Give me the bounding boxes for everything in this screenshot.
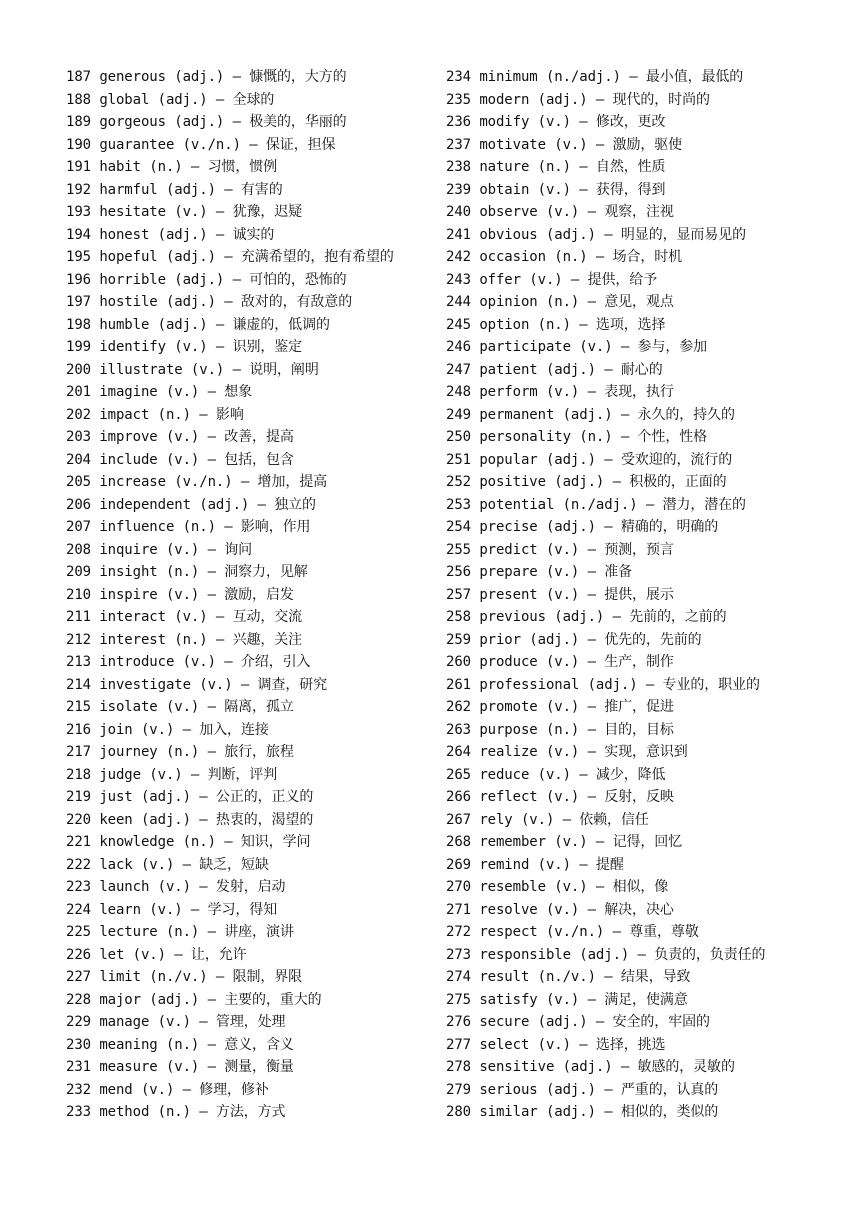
vocabulary-entry: 280 similar (adj.) — 相似的，类似的 — [446, 1104, 719, 1120]
vocabulary-entry: 263 purpose (n.) — 目的，目标 — [446, 721, 674, 738]
vocabulary-entry: 198 humble (adj.) — 谦虚的，低调的 — [66, 316, 330, 333]
vocabulary-entry: 194 honest (adj.) — 诚实的 — [66, 226, 275, 243]
vocabulary-entry: 260 produce (v.) — 生产，制作 — [446, 654, 674, 670]
vocabulary-entry: 273 responsible (adj.) — 负责的，负责任的 — [446, 946, 766, 963]
vocabulary-entry: 219 just (adj.) — 公正的，正义的 — [66, 789, 314, 805]
vocabulary-entry: 278 sensitive (adj.) — 敏感的，灵敏的 — [446, 1059, 735, 1075]
vocabulary-entry: 189 gorgeous (adj.) — 极美的，华丽的 — [66, 114, 347, 130]
vocabulary-entry: 258 previous (adj.) — 先前的，之前的 — [446, 609, 727, 625]
vocabulary-entry: 272 respect (v./n.) — 尊重，尊敬 — [446, 924, 699, 940]
vocabulary-entry: 225 lecture (n.) — 讲座，演讲 — [66, 924, 294, 940]
vocabulary-entry: 202 impact (n.) — 影响 — [66, 406, 244, 423]
vocabulary-entry: 235 modern (adj.) — 现代的，时尚的 — [446, 91, 710, 108]
vocabulary-entry: 193 hesitate (v.) — 犹豫，迟疑 — [66, 204, 303, 220]
vocabulary-entry: 256 prepare (v.) — 准备 — [446, 564, 633, 580]
vocabulary-entry: 274 result (n./v.) — 结果，导致 — [446, 969, 691, 985]
vocabulary-entry: 244 opinion (n.) — 意见，观点 — [446, 294, 674, 310]
vocabulary-entry: 233 method (n.) — 方法，方式 — [66, 1104, 286, 1120]
vocabulary-entry: 243 offer (v.) — 提供，给予 — [446, 271, 658, 288]
vocabulary-entry: 206 independent (adj.) — 独立的 — [66, 496, 316, 513]
vocabulary-entry: 229 manage (v.) — 管理，处理 — [66, 1014, 286, 1030]
vocabulary-entry: 275 satisfy (v.) — 满足，使满意 — [446, 991, 688, 1008]
vocabulary-entry: 188 global (adj.) — 全球的 — [66, 91, 275, 108]
vocabulary-entry: 214 investigate (v.) — 调查，研究 — [66, 676, 328, 693]
vocabulary-entry: 279 serious (adj.) — 严重的，认真的 — [446, 1081, 719, 1098]
vocabulary-entry: 271 resolve (v.) — 解决，决心 — [446, 901, 674, 918]
vocabulary-entry: 265 reduce (v.) — 减少，降低 — [446, 766, 666, 783]
vocabulary-entry: 190 guarantee (v./n.) — 保证，担保 — [66, 136, 336, 153]
vocabulary-entry: 257 present (v.) — 提供，展示 — [446, 586, 674, 603]
vocabulary-entry: 212 interest (n.) — 兴趣，关注 — [66, 631, 303, 648]
vocabulary-entry: 205 increase (v./n.) — 增加，提高 — [66, 474, 328, 490]
vocabulary-entry: 247 patient (adj.) — 耐心的 — [446, 361, 663, 378]
vocabulary-entry: 209 insight (n.) — 洞察力，见解 — [66, 564, 308, 580]
vocabulary-entry: 200 illustrate (v.) — 说明，阐明 — [66, 361, 319, 378]
vocabulary-entry: 227 limit (n./v.) — 限制，界限 — [66, 969, 303, 985]
vocabulary-entry: 220 keen (adj.) — 热衷的，渴望的 — [66, 811, 314, 828]
vocabulary-entry: 192 harmful (adj.) — 有害的 — [66, 181, 283, 198]
vocabulary-entry: 222 lack (v.) — 缺乏，短缺 — [66, 856, 269, 873]
vocabulary-entry: 197 hostile (adj.) — 敌对的，有敌意的 — [66, 294, 353, 310]
vocabulary-entry: 221 knowledge (n.) — 知识，学问 — [66, 834, 311, 850]
vocabulary-entry: 234 minimum (n./adj.) — 最小值，最低的 — [446, 69, 744, 85]
vocabulary-entry: 213 introduce (v.) — 介绍，引入 — [66, 654, 311, 670]
vocabulary-entry: 218 judge (v.) — 判断，评判 — [66, 766, 278, 783]
vocabulary-entry: 199 identify (v.) — 识别，鉴定 — [66, 339, 303, 355]
vocabulary-entry: 270 resemble (v.) — 相似，像 — [446, 879, 669, 895]
vocabulary-entry: 252 positive (adj.) — 积极的，正面的 — [446, 474, 727, 490]
vocabulary-entry: 264 realize (v.) — 实现，意识到 — [446, 744, 688, 760]
vocabulary-entry: 215 isolate (v.) — 隔离，孤立 — [66, 699, 294, 715]
vocabulary-entry: 223 launch (v.) — 发射，启动 — [66, 879, 286, 895]
vocabulary-entry: 231 measure (v.) — 测量，衡量 — [66, 1059, 294, 1075]
vocabulary-entry: 207 influence (n.) — 影响，作用 — [66, 519, 311, 535]
vocabulary-entry: 196 horrible (adj.) — 可怕的，恐怖的 — [66, 271, 347, 288]
vocabulary-entry: 261 professional (adj.) — 专业的，职业的 — [446, 676, 760, 693]
vocabulary-entry: 211 interact (v.) — 互动，交流 — [66, 609, 303, 625]
vocabulary-entry: 226 let (v.) — 让，允许 — [66, 946, 247, 963]
vocabulary-entry: 262 promote (v.) — 推广，促进 — [446, 699, 674, 715]
vocabulary-entry: 240 observe (v.) — 观察，注视 — [446, 204, 674, 220]
vocabulary-entry: 266 reflect (v.) — 反射，反映 — [446, 789, 674, 805]
vocabulary-entry: 246 participate (v.) — 参与，参加 — [446, 339, 708, 355]
vocabulary-entry: 237 motivate (v.) — 激励，驱使 — [446, 136, 683, 153]
vocabulary-entry: 242 occasion (n.) — 场合，时机 — [446, 249, 683, 265]
vocabulary-entry: 236 modify (v.) — 修改，更改 — [446, 114, 666, 130]
vocabulary-entry: 230 meaning (n.) — 意义，含义 — [66, 1036, 294, 1053]
vocabulary-entry: 201 imagine (v.) — 想象 — [66, 384, 253, 400]
vocabulary-entry: 251 popular (adj.) — 受欢迎的，流行的 — [446, 451, 733, 468]
vocabulary-entry: 277 select (v.) — 选择，挑选 — [446, 1036, 666, 1053]
vocabulary-entry: 187 generous (adj.) — 慷慨的，大方的 — [66, 69, 347, 85]
vocabulary-entry: 255 predict (v.) — 预测，预言 — [446, 541, 674, 558]
vocabulary-entry: 245 option (n.) — 选项，选择 — [446, 316, 666, 333]
vocabulary-entry: 267 rely (v.) — 依赖，信任 — [446, 811, 649, 828]
vocabulary-entry: 259 prior (adj.) — 优先的，先前的 — [446, 631, 702, 648]
vocabulary-entry: 217 journey (n.) — 旅行，旅程 — [66, 744, 294, 760]
vocabulary-entry: 269 remind (v.) — 提醒 — [446, 856, 624, 873]
vocabulary-entry: 276 secure (adj.) — 安全的，牢固的 — [446, 1014, 710, 1030]
vocabulary-entry: 241 obvious (adj.) — 明显的，显而易见的 — [446, 226, 747, 243]
vocabulary-entry: 191 habit (n.) — 习惯，惯例 — [66, 159, 278, 175]
vocabulary-entry: 204 include (v.) — 包括，包含 — [66, 451, 294, 468]
vocabulary-entry: 232 mend (v.) — 修理，修补 — [66, 1081, 269, 1098]
vocabulary-entry: 250 personality (n.) — 个性，性格 — [446, 429, 708, 445]
vocabulary-entry: 238 nature (n.) — 自然，性质 — [446, 159, 666, 175]
vocabulary-entry: 216 join (v.) — 加入，连接 — [66, 721, 269, 738]
vocabulary-entry: 203 improve (v.) — 改善，提高 — [66, 429, 294, 445]
vocabulary-entry: 208 inquire (v.) — 询问 — [66, 541, 253, 558]
vocabulary-entry: 210 inspire (v.) — 激励，启发 — [66, 586, 294, 603]
vocabulary-entry: 239 obtain (v.) — 获得，得到 — [446, 181, 666, 198]
vocabulary-entry: 268 remember (v.) — 记得，回忆 — [446, 834, 683, 850]
vocabulary-entry: 248 perform (v.) — 表现，执行 — [446, 384, 674, 400]
vocabulary-column-right — [446, 66, 798, 1124]
vocabulary-entry: 195 hopeful (adj.) — 充满希望的，抱有希望的 — [66, 249, 394, 265]
vocabulary-entry: 253 potential (n./adj.) — 潜力，潜在的 — [446, 496, 746, 513]
vocabulary-entry: 254 precise (adj.) — 精确的，明确的 — [446, 519, 719, 535]
vocabulary-entry: 224 learn (v.) — 学习，得知 — [66, 901, 278, 918]
vocabulary-entry: 249 permanent (adj.) — 永久的，持久的 — [446, 406, 735, 423]
vocabulary-entry: 228 major (adj.) — 主要的，重大的 — [66, 991, 322, 1008]
vocabulary-column-left — [66, 66, 422, 1124]
